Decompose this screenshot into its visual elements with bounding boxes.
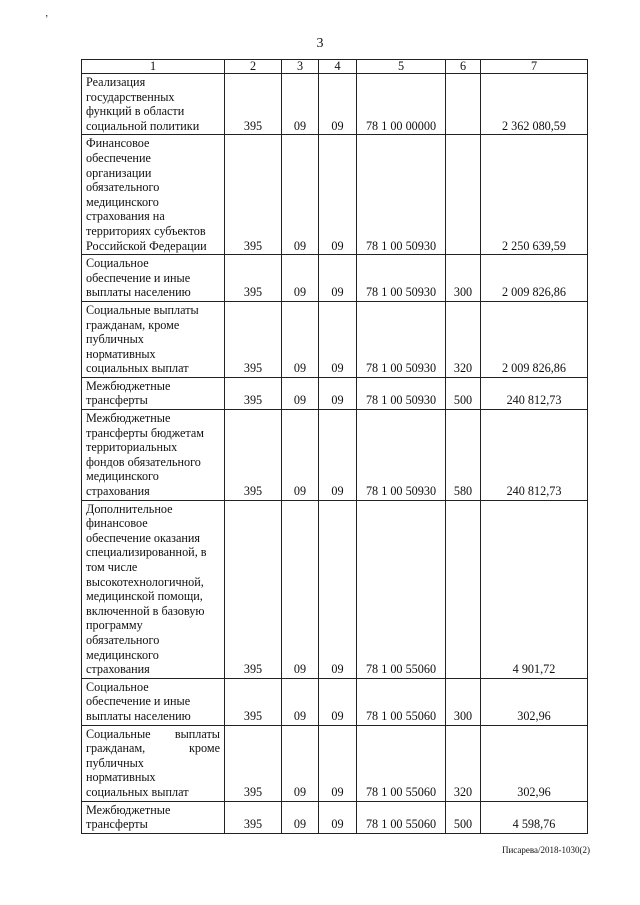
cell-c3: 09 — [282, 410, 319, 501]
cell-c2: 395 — [225, 500, 282, 678]
header-row — [82, 60, 588, 74]
row-name-line: организации — [86, 165, 152, 180]
cell-c3: 09 — [282, 74, 319, 135]
table-row — [82, 725, 588, 801]
cell-c5: 78 1 00 50930 — [357, 135, 446, 255]
cell-c6: 300 — [446, 255, 481, 302]
table-row — [82, 500, 588, 678]
cell-c7: 4 598,76 — [481, 801, 588, 833]
row-name-cell — [82, 135, 225, 255]
cell-c6: 300 — [446, 678, 481, 725]
row-name-line: высокотехнологичной, — [86, 574, 204, 589]
row-name-line: социальных выплат — [86, 784, 189, 799]
cell-c6 — [446, 74, 481, 135]
row-name-line: страхования — [86, 484, 150, 499]
row-name-line: Российской Федерации — [86, 238, 207, 253]
cell-c2: 395 — [225, 255, 282, 302]
row-name-line: включенной в базовую — [86, 603, 205, 618]
cell-c6: 500 — [446, 801, 481, 833]
cell-c4: 09 — [319, 410, 357, 501]
row-name-line: Финансовое — [86, 136, 150, 151]
row-name-line: Дополнительное — [86, 501, 173, 516]
table-row — [82, 377, 588, 409]
row-name-line: медицинской помощи, — [86, 589, 203, 604]
header-col-6: 6 — [446, 60, 481, 74]
cell-c6: 320 — [446, 725, 481, 801]
row-name-cell — [82, 500, 225, 678]
header-col-4: 4 — [319, 60, 357, 74]
row-name-cell — [82, 678, 225, 725]
row-name-cell — [82, 74, 225, 135]
row-name-line: страхования на — [86, 209, 165, 224]
cell-c5: 78 1 00 50930 — [357, 377, 446, 409]
table-row — [82, 255, 588, 302]
row-name-line: программу — [86, 618, 143, 633]
cell-c4: 09 — [319, 678, 357, 725]
cell-c4: 09 — [319, 801, 357, 833]
cell-c7: 302,96 — [481, 678, 588, 725]
row-name-line: специализированной, в — [86, 545, 207, 560]
row-name-line: медицинского — [86, 469, 159, 484]
header-col-2: 2 — [225, 60, 282, 74]
row-name-line: публичных — [86, 755, 144, 770]
row-name-line: обязательного — [86, 632, 160, 647]
cell-c4: 09 — [319, 255, 357, 302]
cell-c4: 09 — [319, 135, 357, 255]
row-name-line: социальных выплат — [86, 361, 189, 376]
row-name-line: нормативных — [86, 346, 156, 361]
cell-c4: 09 — [319, 725, 357, 801]
table-row — [82, 410, 588, 501]
cell-c7: 240 812,73 — [481, 377, 588, 409]
cell-c2: 395 — [225, 725, 282, 801]
row-name-line: фондов обязательного — [86, 454, 201, 469]
cell-c4: 09 — [319, 500, 357, 678]
cell-c2: 395 — [225, 135, 282, 255]
cell-c2: 395 — [225, 74, 282, 135]
row-name-cell — [82, 255, 225, 302]
cell-c5: 78 1 00 50930 — [357, 301, 446, 377]
row-name-line: социальной политики — [86, 118, 200, 133]
row-name-line: обеспечение и иные — [86, 694, 191, 709]
row-name-line: территориях субъектов — [86, 223, 206, 238]
cell-c2: 395 — [225, 377, 282, 409]
row-name-line: нормативных — [86, 770, 156, 785]
cell-c3: 09 — [282, 678, 319, 725]
row-name-line: медицинского — [86, 647, 159, 662]
cell-c3: 09 — [282, 500, 319, 678]
cell-c6: 580 — [446, 410, 481, 501]
row-name-line: выплаты населению — [86, 285, 191, 300]
cell-c3: 09 — [282, 377, 319, 409]
cell-c4: 09 — [319, 74, 357, 135]
cell-c2: 395 — [225, 678, 282, 725]
row-name-line: гражданам, кроме — [86, 317, 180, 332]
cell-c3: 09 — [282, 135, 319, 255]
row-name-line: Социальные выплаты — [86, 726, 220, 741]
cell-c4: 09 — [319, 377, 357, 409]
cell-c3: 09 — [282, 255, 319, 302]
cell-c5: 78 1 00 50930 — [357, 255, 446, 302]
row-name-line: Межбюджетные — [86, 378, 171, 393]
cell-c5: 78 1 00 55060 — [357, 678, 446, 725]
row-name-line: обеспечение оказания — [86, 530, 201, 545]
budget-table-body — [82, 60, 588, 834]
row-name-line: обеспечение — [86, 150, 151, 165]
header-col-1: 1 — [82, 60, 225, 74]
row-name-line: финансовое — [86, 516, 148, 531]
row-name-line: публичных — [86, 332, 144, 347]
row-name-cell — [82, 301, 225, 377]
row-name-line: Межбюджетные — [86, 411, 171, 426]
row-name-line: выплаты населению — [86, 708, 191, 723]
footer-code: Писарева/2018-1030(2) — [501, 845, 590, 855]
cell-c7: 2 250 639,59 — [481, 135, 588, 255]
row-name-cell — [82, 377, 225, 409]
cell-c2: 395 — [225, 801, 282, 833]
cell-c7: 2 009 826,86 — [481, 301, 588, 377]
header-col-5: 5 — [357, 60, 446, 74]
cell-c5: 78 1 00 00000 — [357, 74, 446, 135]
row-name-line: обеспечение и иные — [86, 270, 191, 285]
row-name-line: функций в области — [86, 104, 185, 119]
table-row — [82, 135, 588, 255]
row-name-line: трансферты — [86, 393, 148, 408]
cell-c5: 78 1 00 55060 — [357, 725, 446, 801]
cell-c6: 320 — [446, 301, 481, 377]
row-name-line: том числе — [86, 560, 138, 574]
row-name-line: Реализация — [86, 75, 146, 89]
row-name-line: Социальное — [86, 256, 149, 271]
cell-c7: 302,96 — [481, 725, 588, 801]
table-row — [82, 678, 588, 725]
row-name-line: гражданам, кроме — [86, 741, 220, 756]
cell-c5: 78 1 00 50930 — [357, 410, 446, 501]
cell-c3: 09 — [282, 725, 319, 801]
header-col-7: 7 — [481, 60, 588, 74]
row-name-line: трансферты бюджетам — [86, 425, 205, 440]
row-name-line: государственных — [86, 89, 175, 104]
table-row — [82, 801, 588, 833]
cell-c7: 2 362 080,59 — [481, 74, 588, 135]
row-name-cell — [82, 725, 225, 801]
table-row — [82, 301, 588, 377]
cell-c5: 78 1 00 55060 — [357, 500, 446, 678]
row-name-line: страхования — [86, 662, 150, 677]
cell-c7: 240 812,73 — [481, 410, 588, 501]
cell-c6 — [446, 500, 481, 678]
cell-c6 — [446, 135, 481, 255]
cell-c3: 09 — [282, 301, 319, 377]
cell-c2: 395 — [225, 410, 282, 501]
cell-c7: 4 901,72 — [481, 500, 588, 678]
page-number: 3 — [316, 36, 324, 51]
page-mark: ’ — [45, 14, 49, 25]
row-name-line: трансферты — [86, 817, 148, 832]
row-name-line: медицинского — [86, 194, 159, 209]
budget-table — [81, 59, 588, 834]
cell-c7: 2 009 826,86 — [481, 255, 588, 302]
cell-c4: 09 — [319, 301, 357, 377]
cell-c2: 395 — [225, 301, 282, 377]
cell-c3: 09 — [282, 801, 319, 833]
header-col-3: 3 — [282, 60, 319, 74]
row-name-line: Межбюджетные — [86, 802, 171, 817]
table-row — [82, 74, 588, 135]
cell-c5: 78 1 00 55060 — [357, 801, 446, 833]
row-name-line: Социальное — [86, 679, 149, 694]
row-name-line: Социальные выплаты — [86, 302, 199, 317]
row-name-line: территориальных — [86, 440, 178, 455]
row-name-line: обязательного — [86, 180, 160, 195]
row-name-cell — [82, 801, 225, 833]
cell-c6: 500 — [446, 377, 481, 409]
row-name-cell — [82, 410, 225, 501]
